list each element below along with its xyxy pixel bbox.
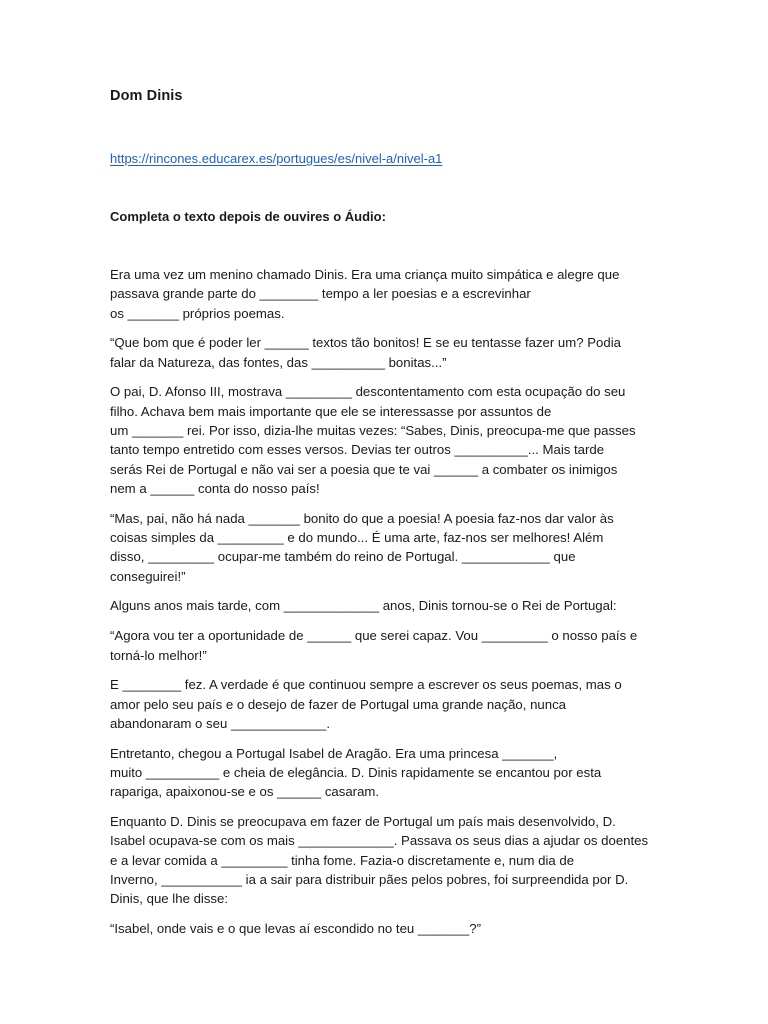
paragraph: E ________ fez. A verdade é que continuou sempre a escrever os seus poemas, mas o amor pelo seu país e o desejo de fazer de Portugal uma grande nação, nunca abandonaram o seu _____________.	[110, 677, 622, 731]
paragraph: “Agora vou ter a oportunidade de ______ que serei capaz. Vou _________ o nosso país e torná-lo melhor!”	[110, 628, 638, 663]
source-link[interactable]: https://rincones.educarex.es/portugues/es/nivel-a/nivel-a1	[110, 151, 443, 166]
document-title: Dom Dinis	[110, 88, 183, 104]
paragraph: Era uma vez um menino chamado Dinis. Era uma criança muito simpática e alegre que passava grande parte do ________ tempo a ler poesias e a escrevinhar os _______ próprios poemas.	[110, 267, 620, 321]
paragraph: O pai, D. Afonso III, mostrava _________ descontentamento com esta ocupação do seu filho. Achava bem mais importante que ele se interessasse por assuntos de um _______ rei. Por isso, dizia-lhe muitas vezes: “Sabes, Dinis, preocupa-me que passes tanto tempo entretido com esses versos. Devias ter outros __________... Mais tarde serás Rei de Portugal e não vai ser a poesia que te vai ______ a combater os inimigos nem a ______ conta do nosso país!	[110, 384, 636, 496]
paragraph: “Que bom que é poder ler ______ textos tão bonitos! E se eu tentasse fazer um? Podia falar da Natureza, das fontes, das __________ bonitas...”	[110, 335, 621, 370]
paragraph: Entretanto, chegou a Portugal Isabel de Aragão. Era uma princesa _______, muito __________ e cheia de elegância. D. Dinis rapidamente se encantou por esta rapariga, apaixonou-se e os ______ casaram.	[110, 745, 602, 800]
paragraph: “Isabel, onde vais e o que levas aí escondido no teu _______?”	[110, 921, 481, 937]
exercise-instruction: Completa o texto depois de ouvires o Áudio:	[110, 209, 386, 224]
exercise-text	[110, 265, 670, 949]
paragraph: “Mas, pai, não há nada _______ bonito do que a poesia! A poesia faz-nos dar valor às coisas simples da _________ e do mundo... É uma arte, faz-nos ser melhores! Além disso, _________ ocupar-me também do reino de Portugal. ____________ que conseguirei!”	[110, 510, 614, 584]
paragraph: Alguns anos mais tarde, com _____________ anos, Dinis tornou-se o Rei de Portugal:	[110, 598, 617, 614]
paragraph: Enquanto D. Dinis se preocupava em fazer de Portugal um país mais desenvolvido, D. Isabel ocupava-se com os mais _____________. Passava os seus dias a ajudar os doentes e a levar comida a _________ tinha fome. Fazia-o discretamente e, num dia de Inverno, ___________ ia a sair para distribuir pães pelos pobres, foi surpreendida por D. Dinis, que lhe disse:	[110, 814, 649, 907]
